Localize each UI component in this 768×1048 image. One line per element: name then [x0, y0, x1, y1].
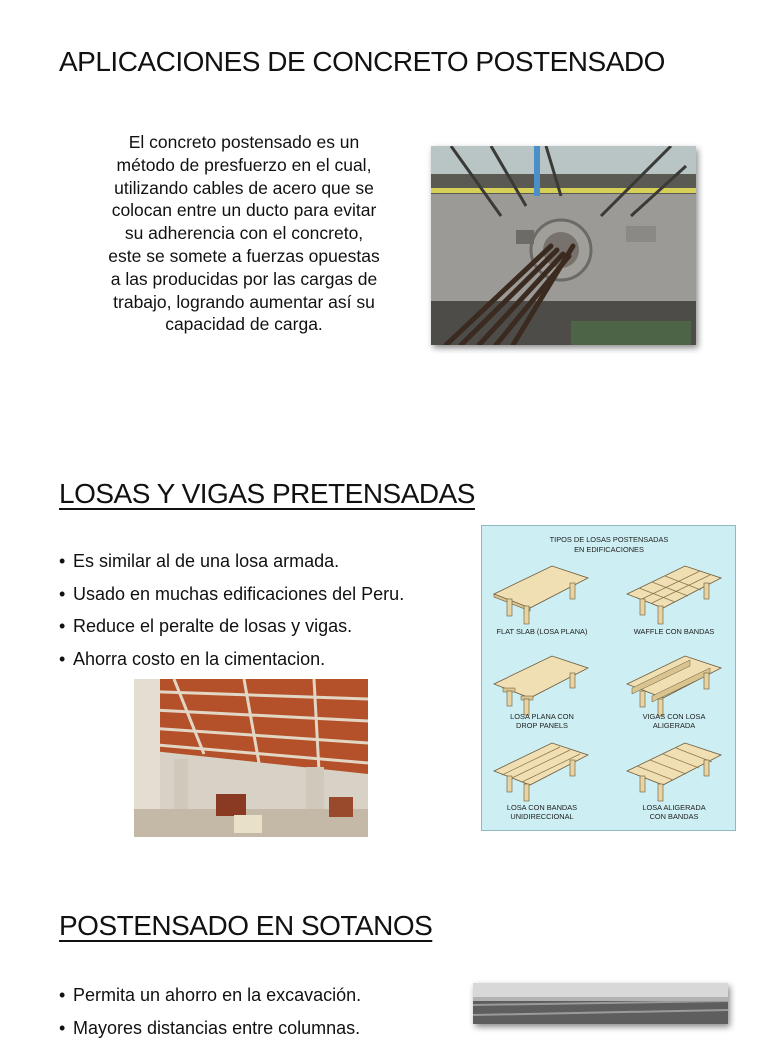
section-title-losas-vigas: LOSAS Y VIGAS PRETENSADAS — [59, 478, 475, 510]
basement-ceiling-photo — [473, 983, 728, 1024]
list-item: • Usado en muchas edificaciones del Peru. — [59, 582, 404, 615]
diagram-label-waffle: WAFFLE CON BANDAS — [634, 627, 715, 636]
beam-slab-figure — [627, 656, 721, 716]
list-item: • Reduce el peralte de losas y vigas. — [59, 614, 404, 647]
list-item: • Permita un ahorro en la excavación. — [59, 983, 361, 1016]
ribbed-banded-slab-figure — [627, 743, 721, 801]
diagram-label-bandas-1: LOSA CON BANDAS — [507, 803, 577, 812]
diagram-label-vigas-1: VIGAS CON LOSA — [643, 712, 706, 721]
drop-panel-slab-figure — [494, 656, 588, 715]
postensado-description: El concreto postensado es un método de presfuerzo en el cual, utilizando cables de acero que se colocan entre un ducto para evitar su adherencia con el concreto, este se somete a fuerzas opuestas a las producidas por las cargas de trabajo, logrando aumentar así su capacidad de carga. — [108, 131, 380, 336]
diagram-label-drop-panels-1: LOSA PLANA CON — [510, 712, 574, 721]
diagram-label-aligerada-2: CON BANDAS — [650, 812, 699, 821]
sotanos-benefits-list — [59, 983, 361, 1048]
waffle-slab-figure — [627, 566, 721, 624]
diagram-label-drop-panels-2: DROP PANELS — [516, 721, 568, 730]
flat-slab-figure — [494, 566, 588, 624]
diagram-label-flat-slab: FLAT SLAB (LOSA PLANA) — [497, 627, 588, 636]
slab-construction-photo — [134, 679, 368, 837]
section-title-sotanos: POSTENSADO EN SOTANOS — [59, 910, 432, 942]
diagram-title-line2: EN EDIFICACIONES — [574, 545, 644, 554]
diagram-label-bandas-2: UNIDIRECCIONAL — [510, 812, 573, 821]
losas-benefits-list — [59, 549, 404, 679]
slab-types-diagram — [481, 525, 736, 831]
list-item: • Mayores distancias entre columnas. — [59, 1016, 361, 1048]
diagram-label-vigas-2: ALIGERADA — [653, 721, 695, 730]
tendon-anchorage-photo — [431, 146, 696, 345]
diagram-label-aligerada-1: LOSA ALIGERADA — [642, 803, 705, 812]
diagram-title-line1: TIPOS DE LOSAS POSTENSADAS — [550, 535, 669, 544]
banded-slab-figure — [494, 743, 588, 801]
list-item: • Es similar al de una losa armada. — [59, 549, 404, 582]
section-title-aplicaciones: APLICACIONES DE CONCRETO POSTENSADO — [59, 46, 665, 78]
list-item: • Ahorra costo en la cimentacion. — [59, 647, 404, 680]
